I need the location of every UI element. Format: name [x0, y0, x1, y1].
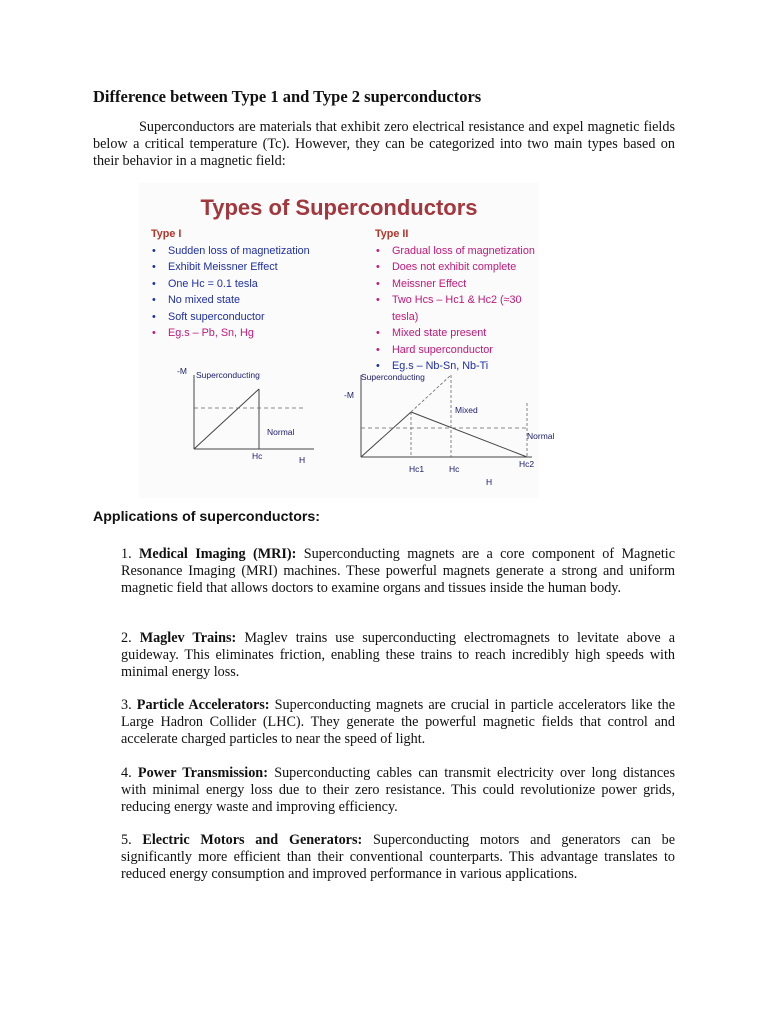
item-number: 3.: [121, 697, 132, 713]
application-item-mri: [121, 546, 675, 597]
page-title: Difference between Type 1 and Type 2 superconductors: [93, 87, 482, 106]
item-text: Maglev trains use superconducting electromagnets to levitate above a guideway. This eliminates friction, enabling these trains to reach incredibly high speeds with minimal energy loss.: [121, 630, 676, 680]
types-figure: [139, 183, 555, 498]
graph2-xtick-hc1: Hc1: [409, 464, 425, 474]
figure-title: Types of Superconductors: [200, 195, 478, 220]
item-number: 2.: [121, 630, 132, 646]
type2-item: • Does not exhibit complete: [375, 259, 539, 276]
graph2-line-rise: [361, 412, 411, 457]
graph2-xtick-hc: Hc: [449, 464, 460, 474]
graph-type1: [177, 366, 314, 465]
type2-item: • Gradual loss of magnetization: [375, 243, 539, 260]
graph2-line-fall: [411, 412, 527, 457]
item-number: 1.: [121, 546, 132, 562]
type1-item: • Soft superconductor: [151, 309, 351, 326]
item-title: Maglev Trains:: [139, 630, 237, 646]
type1-item: • Eg.s – Pb, Sn, Hg: [151, 325, 351, 342]
graph2-label-normal: Normal: [527, 431, 555, 441]
intro-paragraph: Superconductors are materials that exhibit zero electrical resistance and expel magnetic fields below a critical temperature (Tc). However, they can be categorized into two main types based on their behavior in a magnetic field:: [93, 119, 675, 169]
graph2-xtick-hc2: Hc2: [519, 459, 535, 469]
applications-heading: Applications of superconductors:: [93, 509, 321, 525]
item-text: Superconducting cables can transmit electricity over long distances with minimal energy loss due to their zero resistance. This could revolutionize power grids, reducing energy waste and improving efficiency.: [121, 765, 675, 815]
item-title: Power Transmission:: [137, 765, 268, 781]
type2-item: • Mixed state present: [375, 325, 539, 342]
graph2-ylabel: -M: [344, 390, 354, 400]
graph-type2: [344, 372, 555, 487]
type1-item: • Sudden loss of magnetization: [151, 243, 351, 260]
graph1-label-normal: Normal: [267, 427, 295, 437]
graph1-line: [194, 389, 259, 449]
graph2-label-sc: Superconducting: [361, 372, 425, 382]
graph1-ylabel: -M: [177, 366, 187, 376]
type1-heading: Type I: [151, 228, 182, 240]
item-number: 5.: [121, 832, 132, 848]
item-title: Electric Motors and Generators:: [142, 832, 363, 848]
graph1-label-sc: Superconducting: [196, 370, 260, 380]
application-item-accelerators: [121, 697, 675, 748]
graph2-xlabel: H: [486, 477, 493, 487]
type2-item-continued: • Meissner Effect: [375, 276, 539, 293]
type2-item: • Two Hcs – Hc1 & Hc2 (≈30 tesla): [375, 292, 539, 325]
item-text: Superconducting magnets are a core component of Magnetic Resonance Imaging (MRI) machines. These powerful magnets generate a strong and uniform magnetic field that allows doctors to examine organs and tissues inside the human body.: [121, 546, 676, 596]
item-title: Particle Accelerators:: [136, 697, 270, 713]
type2-item: • Hard superconductor: [375, 342, 539, 359]
type1-item: • One Hc = 0.1 tesla: [151, 276, 351, 293]
item-number: 4.: [121, 765, 132, 781]
graph2-label-mixed: Mixed: [455, 405, 478, 415]
application-item-maglev: [121, 630, 675, 681]
type1-item: • No mixed state: [151, 292, 351, 309]
item-text: Superconducting motors and generators can be significantly more efficient than their conventional counterparts. This advantage translates to reduced energy consumption and improved performance in various applications.: [121, 832, 676, 882]
application-item-motors: [121, 832, 675, 883]
type1-item: • Exhibit Meissner Effect: [151, 259, 351, 276]
item-text: Superconducting magnets are crucial in particle accelerators like the Large Hadron Collider (LHC). They generate the powerful magnetic fields that control and accelerate charged particles to near the speed of light.: [121, 697, 676, 747]
graph1-xlabel: H: [299, 455, 306, 465]
item-title: Medical Imaging (MRI):: [139, 546, 297, 562]
type2-item: • Eg.s – Nb-Sn, Nb-Ti: [375, 358, 539, 375]
graph1-xtick: Hc: [252, 451, 263, 461]
application-item-power: [121, 765, 675, 816]
magnetization-graphs: [139, 183, 555, 498]
type2-heading: Type II: [375, 228, 409, 240]
